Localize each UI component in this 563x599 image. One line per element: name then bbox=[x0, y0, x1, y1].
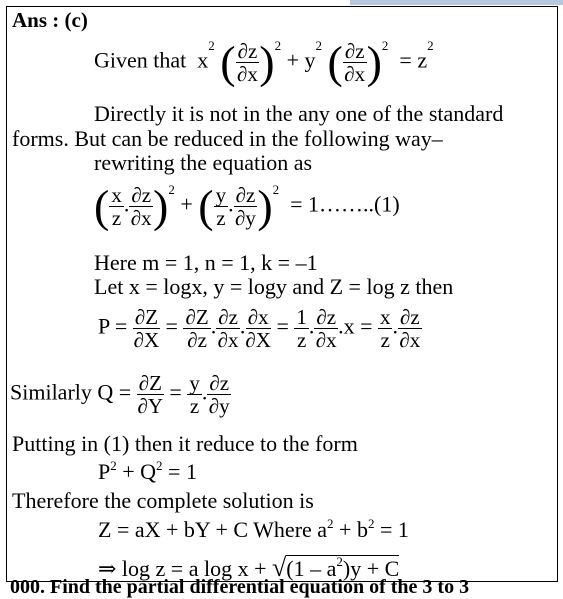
given-equation: Given that $x^2$ ( $\frac{\partial z}{\partial x}$ )$^2 + y^2$ ( $\frac{\partial z}{\partial x}$ )$^2 = z^2$ bbox=[94, 36, 434, 88]
solution-line-1: Z = aX + bY + C Where $a^2 + b^2 = 1$ bbox=[98, 516, 409, 542]
solution-line-2: ⇒ log z = a $\log x + √(1 - a^2)y + C$ bbox=[98, 553, 400, 582]
paragraph-line-1: Directly it is not in the any one of the standard bbox=[94, 101, 504, 126]
paragraph-line-2: forms. But can be reduced in the following way– bbox=[12, 126, 443, 151]
top-header-strip bbox=[350, 0, 563, 5]
paragraph-line-3: rewriting the equation as bbox=[94, 150, 313, 175]
putting-line: Putting in (1) then it reduce to the form bbox=[12, 431, 358, 456]
p-equation: P = $\frac{\partial Z}{\partial X}$ = $\frac{\partial Z}{\partial z}$ . $\frac{\partial z}{\partial x}$ . $\frac{\partial x}{\partial X}$ = $\frac{1}{z}$ . $\frac{\partial z}{\partial x}$ .x = $\frac{x}{z}$ . $\frac{\partial z}{\partial x}$ bbox=[98, 305, 421, 352]
let-line: Let x = logx, y = logy and Z = log z then bbox=[94, 274, 454, 299]
q-equation: Similarly Q = $\frac{\partial Z}{\partial Y}$ = $\frac{y}{z}$ . $\frac{\partial z}{\partial y}$ bbox=[10, 371, 230, 418]
next-question-cut: 000. Find the partial differential equation of the 3 to 3 bbox=[10, 576, 470, 598]
equation-1: ( $\frac{x}{z}$ . $\frac{\partial z}{\partial x}$ )$^2$ + ( $\frac{y}{z}$ . $\frac{\partial z}{\partial y}$ )$^2$ = 1……..(1) bbox=[94, 180, 400, 232]
therefore-line: Therefore the complete solution is bbox=[12, 488, 314, 513]
here-line: Here m = 1, n = 1, k = –1 bbox=[94, 250, 318, 275]
answer-heading: Ans : (c) bbox=[12, 8, 88, 32]
pq-equation: $P^2 + Q^2 = 1$ bbox=[98, 458, 197, 484]
